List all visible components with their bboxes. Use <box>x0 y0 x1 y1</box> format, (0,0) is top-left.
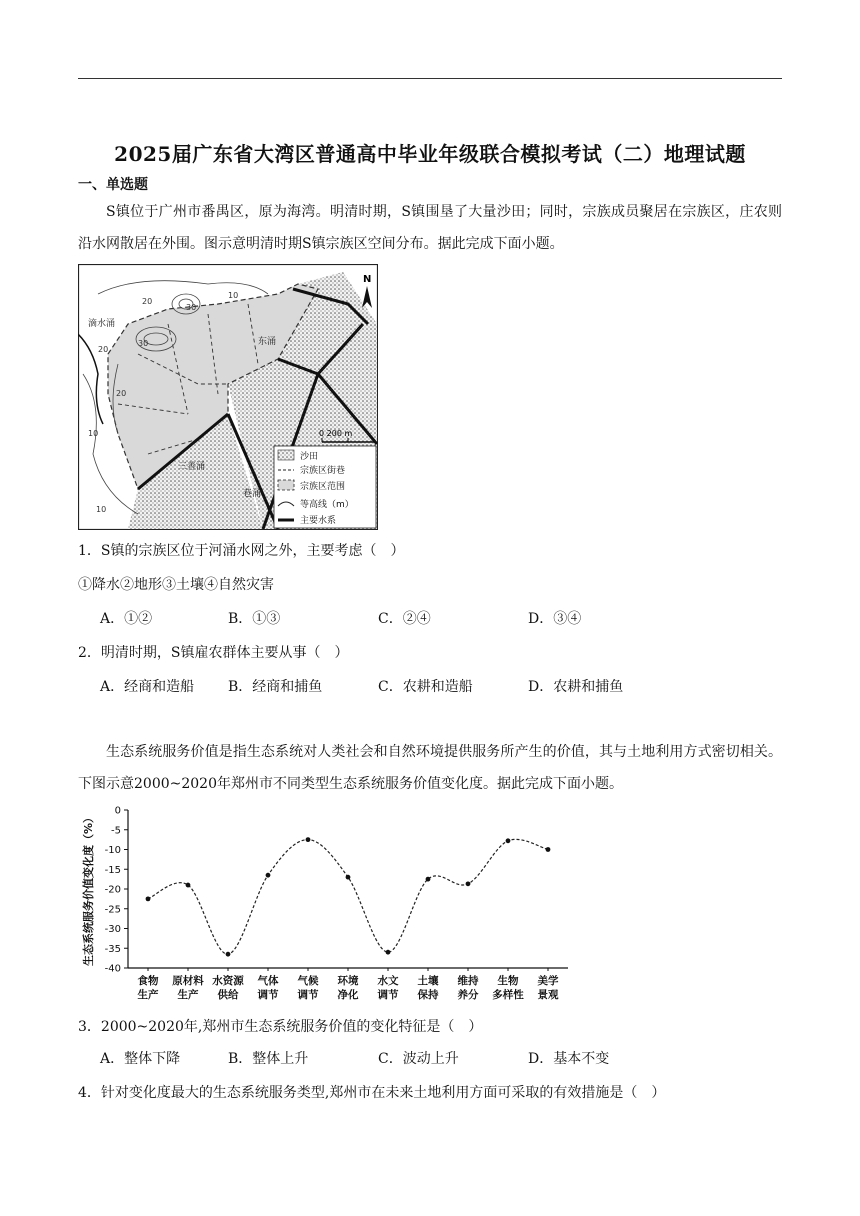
data-point <box>186 883 191 888</box>
y-tick-label: -30 <box>104 924 121 935</box>
option-d[interactable]: D．农耕和捕鱼 <box>528 679 624 695</box>
contour-label: 10 <box>88 429 99 438</box>
contour-label: 30 <box>138 339 149 348</box>
y-axis-label: 生态系统服务价值变化度（%） <box>82 811 95 967</box>
x-tick-label: 原材料 <box>172 975 204 987</box>
x-tick-label: 景观 <box>537 989 559 1001</box>
x-tick-label: 生产 <box>177 989 199 1001</box>
x-tick-label: 美学 <box>537 975 559 987</box>
x-tick-label: 土壤 <box>417 975 439 987</box>
contour-label: 10 <box>228 291 239 300</box>
svg-text:N: N <box>363 274 372 285</box>
svg-text:0 200 m: 0 200 m <box>319 429 353 438</box>
passage-1: S镇位于广州市番禺区，原为海湾。明清时期，S镇围垦了大量沙田；同时，宗族成员聚居在宗族区，庄农则沿水网散居在外围。图示意明清时期S镇宗族区空间分布。据此完成下面小题。 <box>78 204 782 252</box>
option-a[interactable]: A．①② <box>100 611 153 627</box>
data-point <box>346 875 351 880</box>
x-tick-label: 气体 <box>257 975 279 987</box>
y-tick-label: -20 <box>104 884 121 896</box>
x-tick-label: 生物 <box>497 975 519 987</box>
legend-label: 等高线（m） <box>300 500 354 510</box>
sand-field-icon <box>278 450 294 460</box>
x-tick-label: 多样性 <box>492 989 524 1001</box>
y-tick-label: -10 <box>104 845 121 856</box>
passage-2: 生态系统服务价值是指生态系统对人类社会和自然环境提供服务所产生的价值，其与土地利用方式密切相关。下图示意2000~2020年郑州市不同类型生态系统服务价值变化度。据此完成下面小题。 <box>78 744 782 792</box>
option-b[interactable]: B．经商和捕鱼 <box>228 679 323 695</box>
section-heading: 一、单选题 <box>78 177 148 193</box>
y-tick-label: 0 <box>114 805 121 817</box>
legend-label: 主要水系 <box>300 516 337 526</box>
y-tick-label: -5 <box>111 825 121 837</box>
series-line <box>148 839 548 954</box>
water-label: 巷涌 <box>243 489 262 499</box>
x-tick-label: 调节 <box>257 989 279 1001</box>
option-c[interactable]: C．农耕和造船 <box>378 679 473 695</box>
data-point <box>466 881 471 886</box>
option-a[interactable]: A．整体下降 <box>100 1051 181 1067</box>
x-tick-label: 气候 <box>297 975 319 987</box>
question-3-stem: 3．2000~2020年,郑州市生态系统服务价值的变化特征是（ ） <box>78 1019 483 1035</box>
data-point <box>506 838 511 843</box>
x-tick-label: 净化 <box>337 989 359 1001</box>
x-tick-label: 调节 <box>377 989 399 1001</box>
x-tick-label: 水文 <box>377 975 399 987</box>
data-point <box>226 952 231 957</box>
contour-label: 20 <box>98 345 109 354</box>
x-tick-label: 养分 <box>457 989 479 1001</box>
legend-label: 宗族区街巷 <box>300 466 346 476</box>
contour-label: 30 <box>186 303 197 312</box>
water-label: 东涌 <box>258 337 277 347</box>
contour-label: 20 <box>142 297 153 306</box>
option-d[interactable]: D．基本不变 <box>528 1051 610 1067</box>
x-tick-label: 调节 <box>297 989 319 1001</box>
water-label: 滴水涌 <box>88 319 116 329</box>
question-1-items: ①降水②地形③土壤④自然灾害 <box>78 577 274 593</box>
data-point <box>146 896 151 901</box>
contour-label: 10 <box>96 505 107 514</box>
option-b[interactable]: B．①③ <box>228 611 281 627</box>
x-tick-label: 生产 <box>137 989 159 1001</box>
y-tick-label: -15 <box>104 864 121 876</box>
option-d[interactable]: D．③④ <box>528 611 582 627</box>
shaded-area-icon <box>278 480 294 490</box>
x-tick-label: 维持 <box>457 975 479 987</box>
data-point <box>546 847 551 852</box>
question-1-stem: 1．S镇的宗族区位于河涌水网之外，主要考虑（ ） <box>78 543 405 559</box>
data-point <box>306 837 311 842</box>
option-a[interactable]: A．经商和造船 <box>100 679 195 695</box>
water-label: 三善涌 <box>178 462 206 472</box>
option-b[interactable]: B．整体上升 <box>228 1051 309 1067</box>
option-c[interactable]: C．②④ <box>378 611 431 627</box>
x-tick-label: 水资源 <box>212 975 244 987</box>
x-tick-label: 食物 <box>137 975 159 987</box>
x-tick-label: 供给 <box>217 989 239 1001</box>
y-tick-label: -40 <box>104 963 121 975</box>
ecosystem-value-chart <box>70 802 580 1008</box>
question-4-stem: 4．针对变化度最大的生态系统服务类型,郑州市在未来土地利用方面可采取的有效措施是（ ） <box>78 1085 666 1101</box>
option-c[interactable]: C．波动上升 <box>378 1051 459 1067</box>
x-tick-label: 保持 <box>417 989 439 1001</box>
clan-district-map <box>78 264 378 530</box>
legend-label: 宗族区范围 <box>300 482 346 492</box>
data-point <box>386 950 391 955</box>
y-tick-label: -35 <box>104 943 121 955</box>
question-2-stem: 2．明清时期，S镇雇农群体主要从事（ ） <box>78 645 349 661</box>
page-title: 2025届广东省大湾区普通高中毕业年级联合模拟考试（二）地理试题 <box>114 142 746 166</box>
contour-label: 20 <box>116 389 127 398</box>
data-point <box>426 877 431 882</box>
data-point <box>266 873 271 878</box>
header-rule <box>78 78 782 79</box>
legend-label: 沙田 <box>300 452 319 462</box>
y-tick-label: -25 <box>104 904 121 916</box>
x-tick-label: 环境 <box>337 975 359 987</box>
map-legend <box>274 446 376 528</box>
